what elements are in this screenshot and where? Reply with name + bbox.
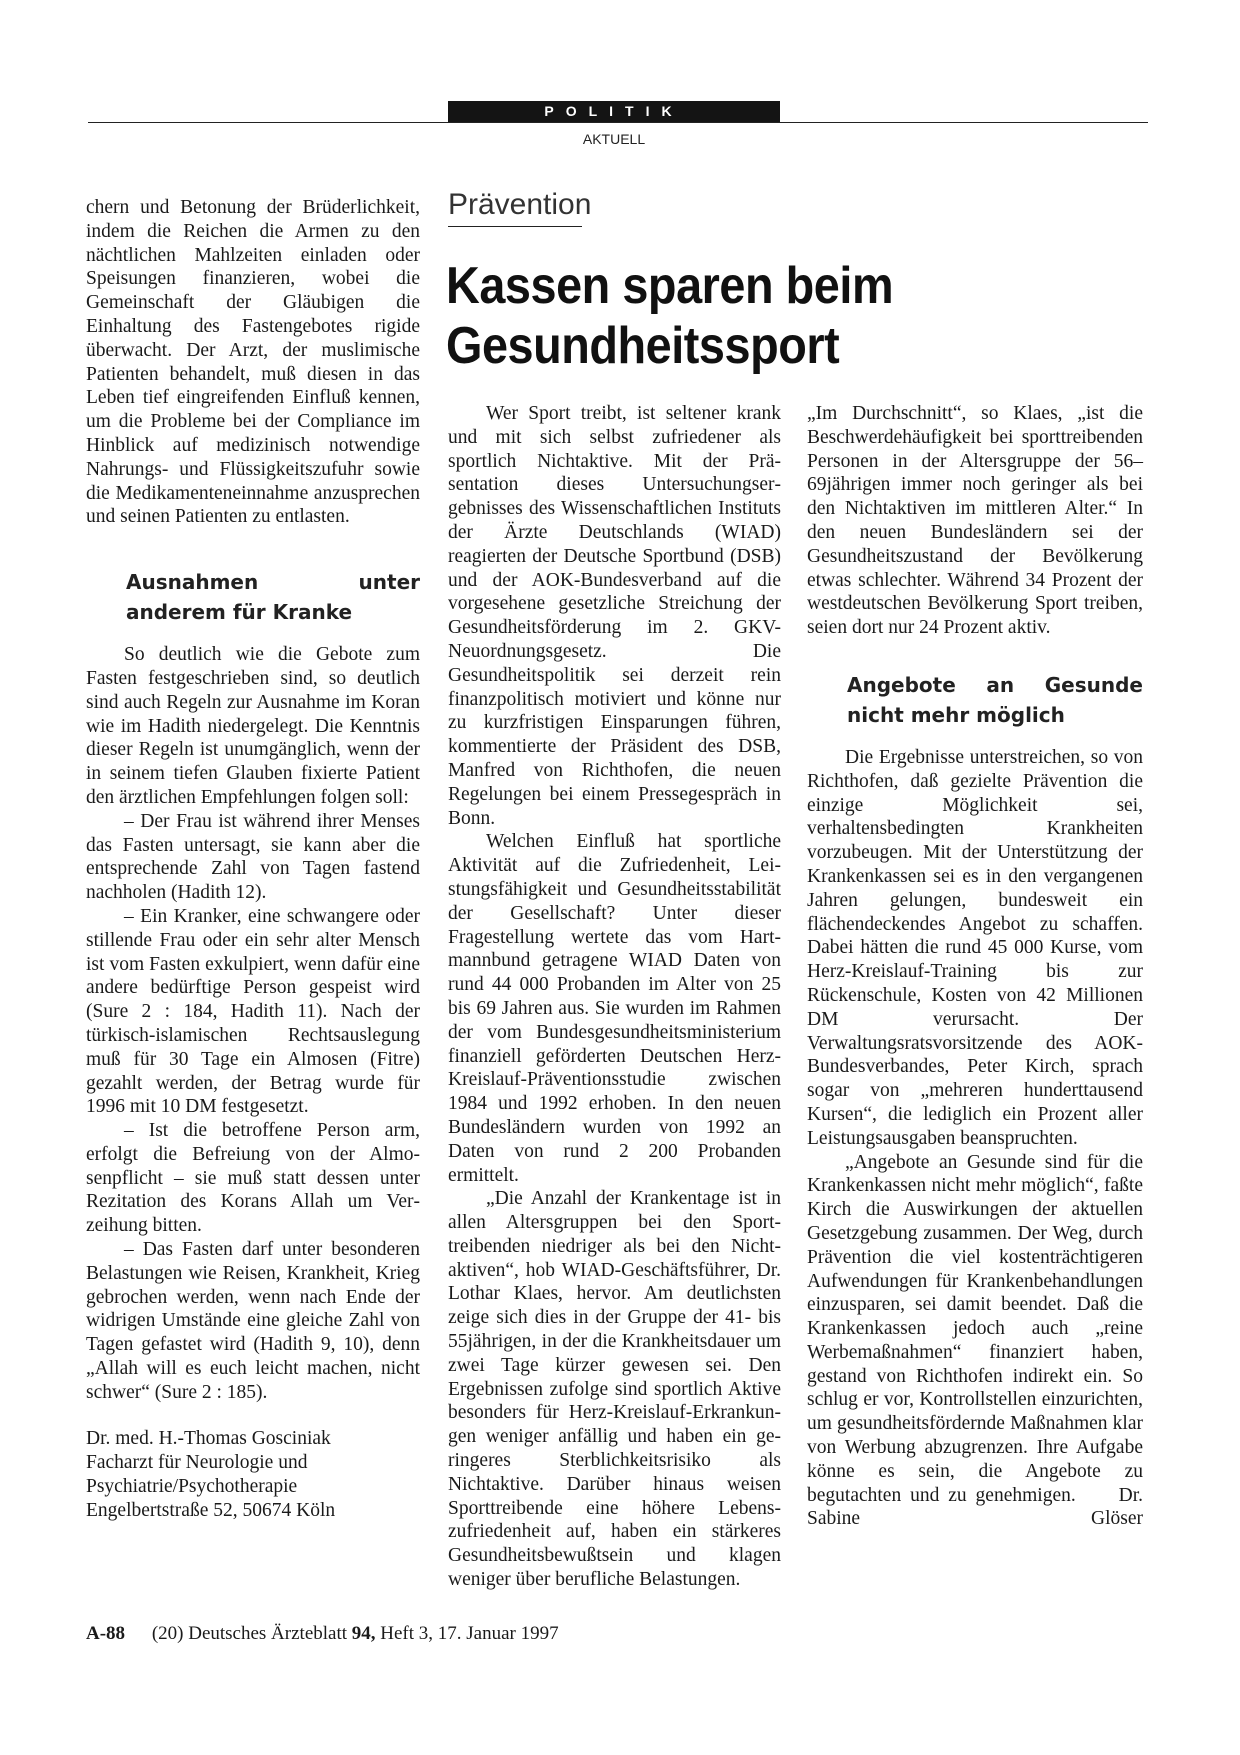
page-footer	[86, 1623, 559, 1645]
signature-block	[86, 1427, 420, 1523]
headline-line: Kassen sparen beim	[446, 257, 894, 315]
article-headline	[446, 256, 1076, 376]
article-kicker: Prävention	[448, 188, 582, 227]
signature-line: Facharzt für Neurologie und	[86, 1451, 308, 1473]
column-middle	[448, 402, 781, 1592]
subsection-label: AKTUELL	[582, 131, 646, 147]
citation-suffix: Heft 3, 17. Januar 1997	[380, 1623, 559, 1644]
paragraph: Wer Sport treibt, ist seltener krank und mit sich selbst zufriedener als sportlich Nichtaktive. Mit der Präsentation dieses Untersuchungsergebnisses des Wissenschaftlichen Instituts der Ärzte Deutschlands (WIAD) reagierten der Deutsche Sportbund (DSB) und der AOK-Bundesverband auf die vorgesehene gesetzliche Streichung der Gesundheitsförderung im 2. GKV-Neuordnungsgesetz. Die Gesundheitspolitik sei derzeit rein finanzpolitisch motiviert und könne nur zu kurzfristigen Einsparungen führen, kommentierte der Präsident des DSB, Manfred von Richthofen, die neuen Regelungen bei einem Pressegespräch in Bonn.	[448, 403, 781, 829]
header-rule	[88, 122, 1148, 123]
paragraph: „Im Durchschnitt“, so Klaes, „ist die Beschwerdehäufigkeit bei sporttreibenden Personen in der Altersgruppe der 56–69jährigen immer noch geringer als bei den Nichtaktiven im mittleren Alter.“ In den neuen Bundesländern sei der Gesundheitszustand der Bevölkerung etwas schlechter. Während 34 Prozent der westdeutschen Bevölkerung Sport treiben, seien dort nur 24 Prozent aktiv.	[807, 403, 1143, 639]
citation-prefix: (20) Deutsches Ärzteblatt	[151, 1623, 348, 1644]
signature-line: Psychiatrie/Psychotherapie	[86, 1475, 298, 1497]
paragraph: chern und Betonung der Brüderlichkeit, indem die Reichen die Armen zu den nächtlichen Mahlzeiten einladen oder Speisungen finanzieren, wobei die Gemeinschaft der Gläubigen die Einhaltung des Fastengebotes rigide überwacht. Der Arzt, der muslimische Patienten behandelt, muß diesen in das Leben tief eingreifenden Einfluß kennen, um die Probleme bei der Compliance im Hinblick auf medizinisch notwendige Nahrungs- und Flüssigkeitszufuhr sowie die Medikamenteneinnahme anzusprechen und seinen Patienten zu entlasten.	[86, 197, 420, 528]
paragraph: – Ein Kranker, eine schwangere oder stillende Frau oder ein sehr alter Mensch ist vom Fasten exkulpiert, wenn dafür eine andere bedürftige Person gespeist wird (Sure 2 : 184, Hadith 11). Nach der türkisch-islamischen Rechtsauslegung muß für 30 Tage ein Almosen (Fitre) gezahlt werden, der Betrag wurde für 1996 mit 10 DM festgesetzt.	[86, 905, 420, 1118]
headline-line: Gesundheitssport	[446, 317, 840, 375]
paragraph	[807, 1151, 1143, 1532]
page-number: A-88	[86, 1623, 126, 1644]
paragraph: – Das Fasten darf unter besonderen Belastungen wie Reisen, Krankheit, Krieg gebrochen werden, wenn nach Ende der widrigen Umstände eine gleiche Zahl von Tagen gefastet wird (Hadith 9, 10), denn „Allah will es euch leicht machen, nicht schwer“ (Sure 2 : 185).	[86, 1239, 420, 1403]
column-right	[807, 402, 1143, 1531]
subheading: Angebote an Gesunde nicht mehr möglich	[847, 672, 1143, 727]
paragraph: „Die Anzahl der Krankentage ist in allen Altersgruppen bei den Sporttreibenden niedriger als bei den Nichtaktiven“, hob WIAD-Geschäftsführer, Dr. Lothar Klaes, hervor. Am deutlichsten zeige sich dies in der Gruppe der 41- bis 55jährigen, in der die Krankheitsdauer um zwei Tage kürzer gewesen sei. Den Ergebnissen zufolge sind sportlich Aktive besonders für Herz-Kreislauf-Erkrankungen weniger anfällig und haben ein geringeres Sterblichkeitsrisiko als Nichtaktive. Darüber hinaus weisen Sporttreibende eine höhere Lebenszufriedenheit auf, haben ein stärkeres Gesundheitsbewußtsein und klagen weniger über berufliche Belastungen.	[448, 1188, 781, 1591]
subheading: Ausnahmen unter anderem für Kranke	[126, 570, 420, 625]
signature-line: Engelbertstraße 52, 50674 Köln	[86, 1499, 336, 1521]
paragraph: Die Ergebnisse unterstreichen, so von Richthofen, daß gezielte Prävention die einzige Möglichkeit sei, verhaltensbedingten Krankheiten vorzubeugen. Mit der Unterstützung der Krankenkassen sei es in den vergangenen Jahren gelungen, bundesweit ein flächendeckendes Angebot zu schaffen. Dabei hätten die rund 45 000 Kurse, vom Herz-Kreislauf-Training bis zur Rückenschule, Kosten von 42 Millionen DM verursacht. Der Verwaltungsratsvorsitzende des AOK-Bundesverbandes, Peter Kirch, sprach sogar von „mehreren hunderttausend Kursen“, die lediglich ein Prozent aller Leistungsausgaben beanspruchten.	[807, 746, 1143, 1149]
paragraph: So deutlich wie die Gebote zum Fasten festgeschrieben sind, so deutlich sind auch Regeln zur Ausnahme im Koran wie im Hadith niedergelegt. Die Kenntnis dieser Regeln ist unumgänglich, wenn der in seinem tiefen Glauben fixierte Patient den ärztlichen Empfehlungen folgen soll:	[86, 644, 420, 808]
paragraph-text: „Angebote an Gesunde sind für die Krankenkassen nicht mehr möglich“, faßte Kirch die Auswirkungen der aktuellen Gesetzgebung zusammen. Der Weg, durch Prävention die viel kostenträchtigeren Aufwendungen für Krankenbehandlungen einzusparen, sei damit beendet. Daß die Krankenkassen jedoch auch „reine Werbemaßnahmen“ finanziert haben, gestand von Richthofen indirekt ein. So schlug er vor, Kontrollstellen einzurichten, um gesundheitsfördernde Maßnahmen klar von Werbung abzugrenzen. Ihre Aufgabe könne es sein, die Angebote zu begutachten und zu genehmigen.	[807, 1151, 1143, 1506]
author-name: Dr. Sabine Glöser	[807, 1484, 1144, 1530]
paragraph: Welchen Einfluß hat sportliche Aktivität auf die Zufriedenheit, Leistungsfähigkeit und Gesundheitsstabilität der Gesellschaft? Unter dieser Fragestellung wertete das vom Hartmannbund getragene WIAD Daten von rund 44 000 Probanden im Alter von 25 bis 69 Jahren aus. Sie wurden im Rahmen der vom Bundesgesundheitsministerium finanziell geförderten Deutschen Herz-Kreislauf-Präventionsstudie zwischen 1984 und 1992 erhoben. In den neuen Bundesländern wurden von 1992 an Daten von rund 2 200 Probanden ermittelt.	[448, 831, 781, 1186]
section-label: POLITIK	[448, 101, 780, 122]
paragraph: – Der Frau ist während ihrer Menses das Fasten untersagt, sie kann aber die entsprechende Zahl von Tagen fastend nachholen (Hadith 12).	[86, 810, 420, 904]
paragraph: – Ist die betroffene Person arm, erfolgt die Befreiung von der Almosenpflicht – sie muß statt dessen unter Rezitation des Korans Allah um Verzeihung bitten.	[86, 1120, 420, 1237]
signature-line: Dr. med. H.-Thomas Gosciniak	[86, 1427, 331, 1449]
citation-volume: 94,	[351, 1623, 376, 1644]
column-left	[86, 196, 420, 1523]
